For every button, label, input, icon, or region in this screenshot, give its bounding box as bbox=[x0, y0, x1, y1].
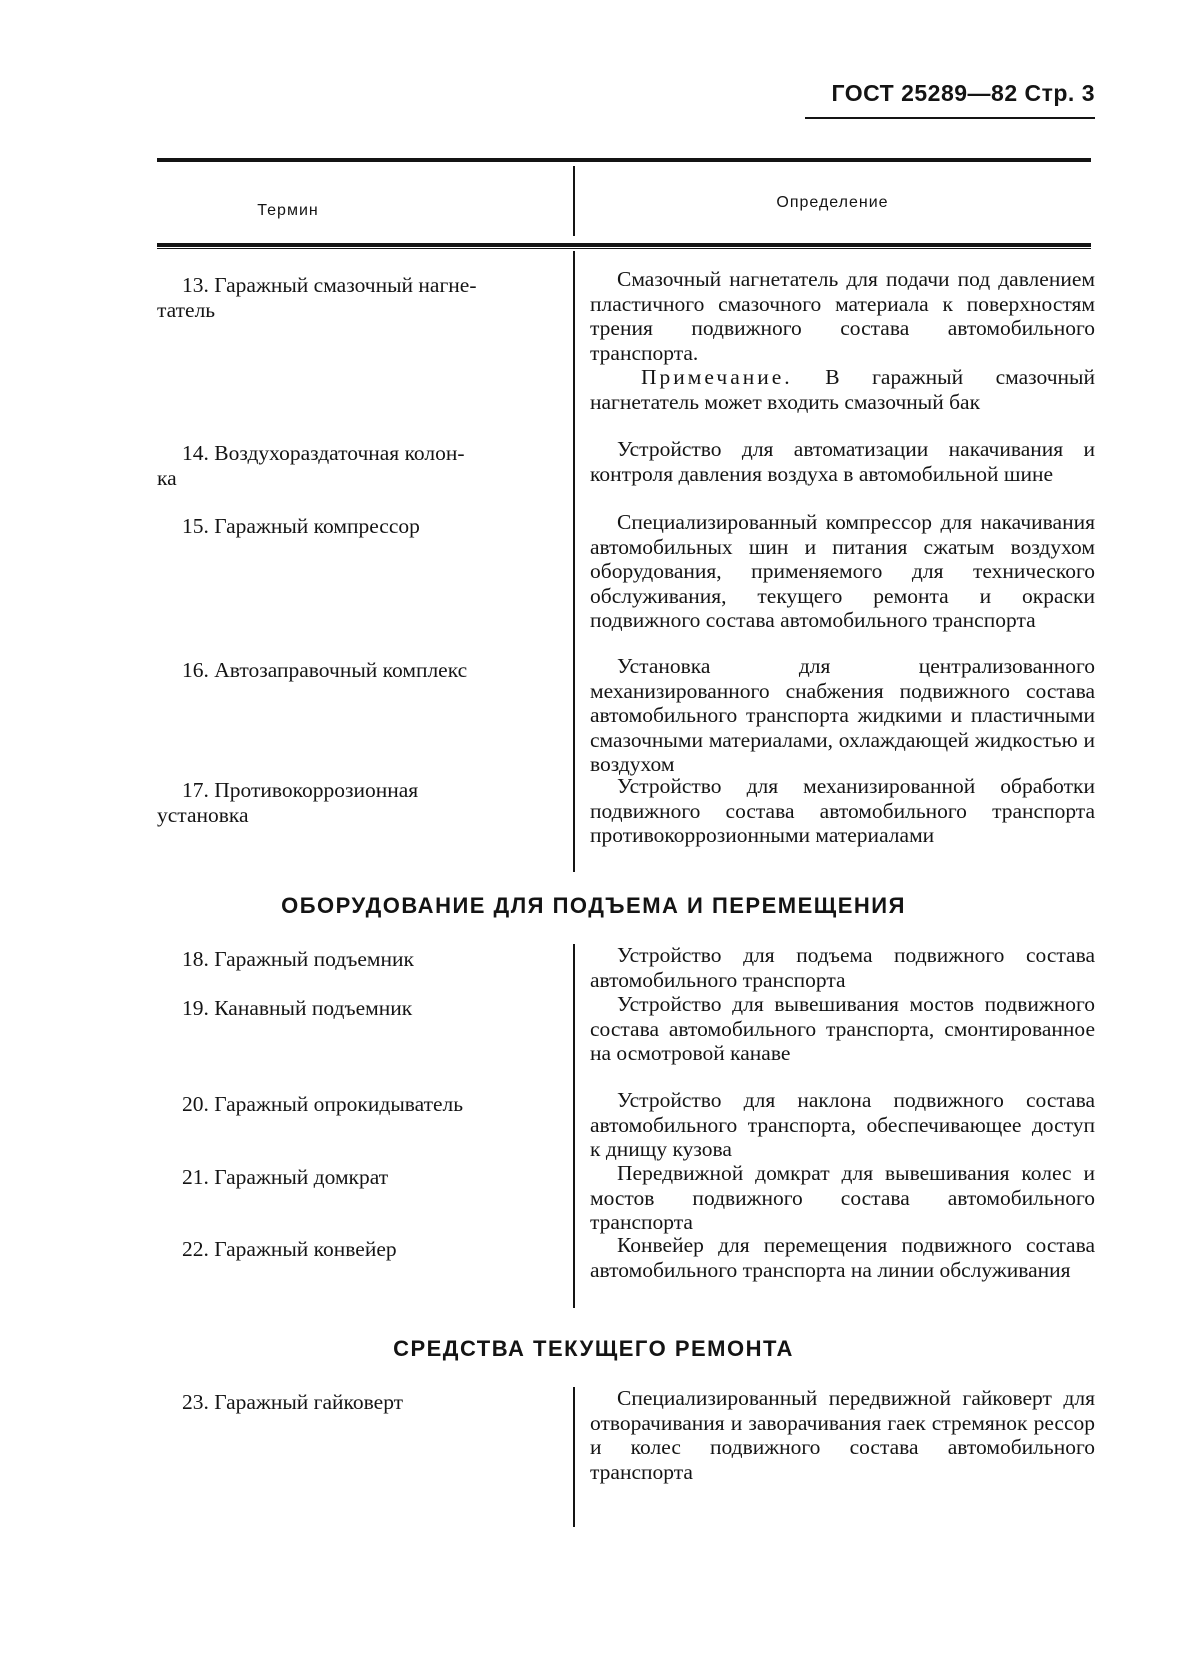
column-divider-3 bbox=[573, 1387, 575, 1527]
definition: Устройство для наклона подвижного состава автомобильного транспорта, обеспечивающее доступ к днищу кузова bbox=[590, 1088, 1095, 1161]
term: 20. Гаражный опрокидыватель bbox=[182, 1092, 464, 1116]
term: 21. Гаражный домкрат bbox=[182, 1165, 389, 1189]
definition-note: Примечание. В гаражный смазочный нагнетатель может входить смазочный бак bbox=[590, 365, 1095, 414]
term: 13. Гаражный смазочный нагне- татель bbox=[157, 273, 477, 322]
definition: Передвижной домкрат для вывешивания колес и мостов подвижного состава автомобильного транспорта bbox=[590, 1161, 1095, 1234]
term: 15. Гаражный компрессор bbox=[182, 514, 420, 538]
page-header bbox=[0, 80, 1095, 107]
column-header-definition: Определение bbox=[776, 194, 889, 211]
table-top-rule bbox=[157, 158, 1091, 162]
definition: Устройство для подъема подвижного состава автомобильного транспорта bbox=[590, 943, 1095, 992]
term: 14. Воздухораздаточная колон- ка bbox=[157, 441, 465, 490]
section-title: ОБОРУДОВАНИЕ ДЛЯ ПОДЪЕМА И ПЕРЕМЕЩЕНИЯ bbox=[281, 893, 906, 918]
term: 16. Автозаправочный комплекс bbox=[182, 658, 468, 682]
table-header-rule-thin bbox=[157, 248, 1091, 249]
column-divider-2 bbox=[573, 944, 575, 1308]
definition: Устройство для вывешивания мостов подвижного состава автомобильного транспорта, смонтированное на осмотровой канаве bbox=[590, 992, 1095, 1065]
column-divider-1 bbox=[573, 251, 575, 872]
definition: Устройство для автоматизации накачивания и контроля давления воздуха в автомобильной шине bbox=[590, 437, 1095, 486]
term: 18. Гаражный подъемник bbox=[182, 947, 414, 971]
definition: Устройство для механизированной обработки подвижного состава автомобильного транспорта противокоррозионными материалами bbox=[590, 774, 1095, 847]
definition: Конвейер для перемещения подвижного состава автомобильного транспорта на линии обслуживания bbox=[590, 1233, 1095, 1282]
definition: Установка для централизованного механизированного снабжения подвижного состава автомобильного транспорта жидкими и пластичными смазочными материалами, охлаждающей жидкостью и воздухом bbox=[590, 654, 1095, 776]
term: 19. Канавный подъемник bbox=[182, 996, 413, 1020]
definition: Специализированный компрессор для накачивания автомобильных шин и питания сжатым воздухом оборудования, применяемого для технического обслуживания, текущего ремонта и окраски подвижного состава автомобильного транспорта bbox=[590, 510, 1095, 632]
column-header-terms: Термин bbox=[257, 202, 319, 219]
section-title: СРЕДСТВА ТЕКУЩЕГО РЕМОНТА bbox=[393, 1336, 794, 1361]
header-rule bbox=[805, 117, 1095, 119]
term: 22. Гаражный конвейер bbox=[182, 1237, 397, 1261]
header-column-divider bbox=[573, 166, 575, 236]
table-header-rule bbox=[157, 243, 1091, 247]
term: 17. Противокоррозионная установка bbox=[157, 778, 419, 827]
definition: Смазочный нагнетатель для подачи под давлением пластичного смазочного материала к поверхностям трения подвижного состава автомобильного транспорта. bbox=[590, 267, 1095, 365]
definition: Специализированный передвижной гайковерт для отворачивания и заворачивания гаек стремянок рессор и колес подвижного состава автомобильного транспорта bbox=[590, 1386, 1095, 1484]
header-text: ГОСТ 25289—82 Стр. 3 bbox=[831, 80, 1095, 106]
term: 23. Гаражный гайковерт bbox=[182, 1390, 404, 1414]
